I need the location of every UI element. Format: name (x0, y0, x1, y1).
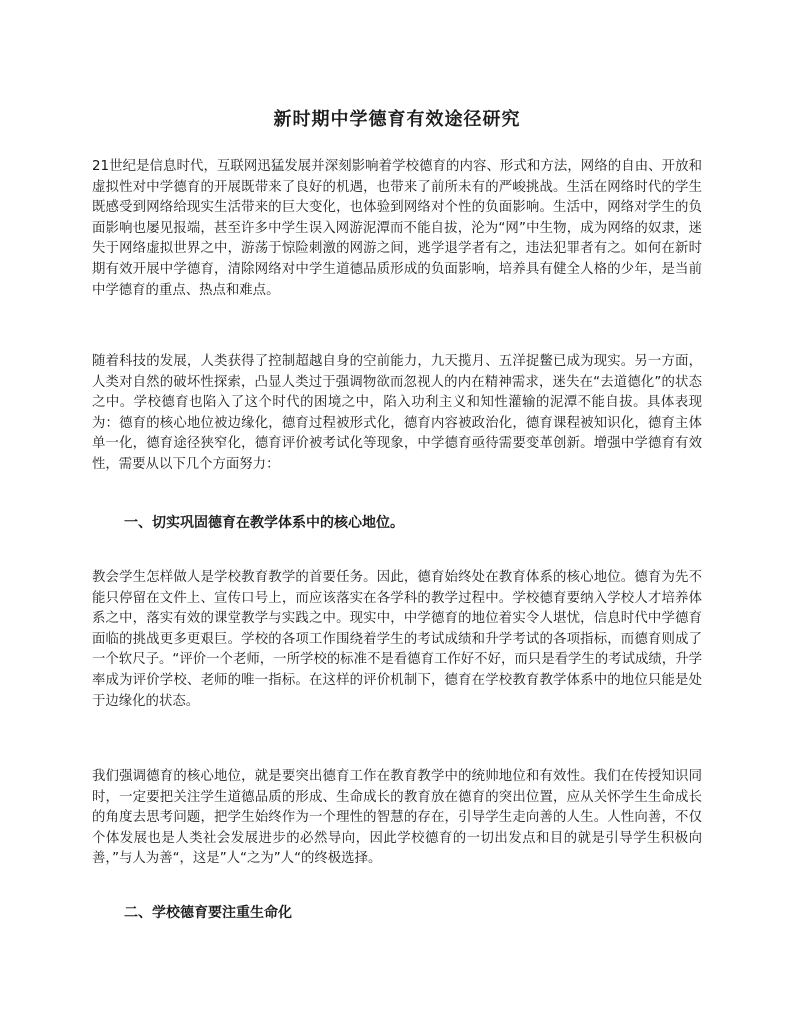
document-title: 新时期中学德育有效途径研究 (273, 109, 521, 131)
paragraph-core-emphasis: 我们强调德育的核心地位，就是要突出德育工作在教育教学中的统帅地位和有效性。我们在传授知识同时，一定要把关注学生道德品质的形成、生命成长的教育放在德育的突出位置，应从关怀学生生命成长的角度去思考问题，把学生始终作为一个理性的智慧的存在，引导学生走向善的人生。人性向善，不仅个体发展也是人类社会发展进步的必然导向，因此学校德育的一切出发点和目的就是引导学生积极向善，”与人为善“，这是”人“之为”人“的终极选择。 (92, 769, 702, 867)
paragraph-background: 随着科技的发展，人类获得了控制超越自身的空前能力，九天揽月、五洋捉鳖已成为现实。另一方面，人类对自然的破坏性探索，凸显人类过于强调物欲而忽视人的内在精神需求，迷失在“去道德化”的状态之中。学校德育也陷入了这个时代的困境之中，陷入功利主义和知性灌输的泥潭不能自拔。具体表现为：德育的核心地位被边缘化，德育过程被形式化，德育内容被政治化，德育课程被知识化，德育主体单一化，德育途径狭窄化，德育评价被考试化等现象，中学德育亟待需要变革创新。增强中学德育有效性，需要从以下几个方面努力： (92, 354, 702, 472)
section-heading-1: 一、切实巩固德育在教学体系中的核心地位。 (124, 515, 404, 531)
paragraph-core-status: 教会学生怎样做人是学校教育教学的首要任务。因此，德育始终处在教育体系的核心地位。德育为先不能只停留在文件上、宣传口号上，而应该落实在各学科的教学过程中。学校德育要纳入学校人才培养体系之中，落实有效的课堂教学与实践之中。现实中，中学德育的地位着实令人堪忧，信息时代中学德育面临的挑战更多更艰巨。学校的各项工作围绕着学生的考试成绩和升学考试的各项指标，而德育则成了一个软尺子。“评价一个老师，一所学校的标准不是看德育工作好不好，而只是看学生的考试成绩，升学率成为评价学校、老师的唯一指标。在这样的评价机制下，德育在学校教育教学体系中的地位只能是处于边缘化的状态。 (92, 570, 702, 709)
paragraph-intro: 21世纪是信息时代，互联网迅猛发展并深刻影响着学校德育的内容、形式和方法，网络的自由、开放和虚拟性对中学德育的开展既带来了良好的机遇，也带来了前所未有的严峻挑战。生活在网络时代的学生既感受到网络给现实生活带来的巨大变化，也体验到网络对个性的负面影响。生活中，网络对学生的负面影响也屡见报端，甚至许多中学生误入网游泥潭而不能自拔，沦为“网”中生物，成为网络的奴隶，迷失于网络虚拟世界之中，游荡于惊险刺激的网游之间，逃学退学者有之，违法犯罪者有之。如何在新时期有效开展中学德育，清除网络对中学生道德品质形成的负面影响，培养具有健全人格的少年，是当前中学德育的重点、热点和难点。 (92, 159, 702, 298)
section-heading-2: 二、学校德育要注重生命化 (124, 905, 292, 921)
